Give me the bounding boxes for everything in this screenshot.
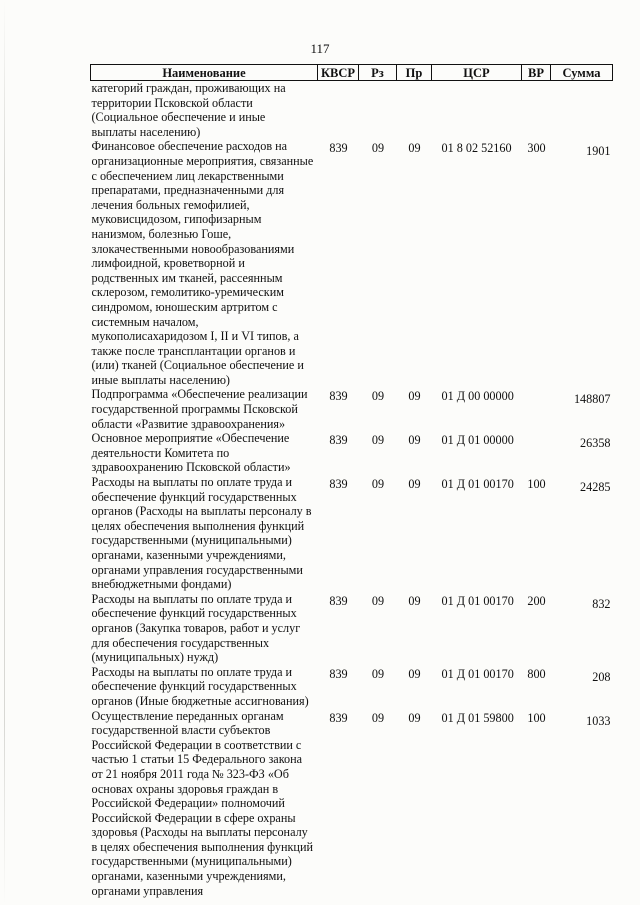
cell-pr: 09 xyxy=(408,666,421,681)
table-row xyxy=(91,475,613,592)
cell-csr: 01 Д 01 59800 xyxy=(441,710,514,725)
cell-kvsr: 839 xyxy=(329,710,348,725)
header-rz: Рз xyxy=(359,65,397,81)
table-row xyxy=(91,431,613,475)
cell-kvsr: 839 xyxy=(329,389,348,404)
table-row xyxy=(91,139,613,387)
cell-vr xyxy=(522,387,551,431)
table-header xyxy=(91,65,613,81)
cell-rz: 09 xyxy=(371,141,385,156)
cell-pr: 09 xyxy=(408,710,421,725)
cell-name: Финансовое обеспечение расходов на организационные мероприятия, связанные с обеспечением лиц лекарственными препаратами, предназначенными для лечения больных гемофилией, муковисцидозом, гипофизарным нанизмом, болезнью Гоше, злокачественными новообразованиями лимфоидной, кроветворной и родственных им тканей, рассеянным склерозом, гемолитико-уремическим синдромом, юношеским артритом с системным началом, мукополисахаридозом I, II и VI типов, а также после трансплантации органов и (или) тканей (Социальное обеспечение и иные выплаты населению) xyxy=(91,139,314,387)
cell-sum xyxy=(551,81,613,140)
cell-rz: 09 xyxy=(371,666,385,681)
cell-csr: 01 Д 01 00170 xyxy=(441,593,514,608)
header-name: Наименование xyxy=(91,65,318,81)
cell-name: Расходы на выплаты по оплате труда и обеспечение функций государственных органов (Иные бюджетные ассигнования) xyxy=(91,664,309,708)
cell-sum: 832 xyxy=(592,596,611,611)
cell-vr xyxy=(522,431,551,475)
cell-vr xyxy=(522,81,551,140)
table-row xyxy=(91,387,613,431)
cell-pr: 09 xyxy=(408,593,421,608)
header-sum: Сумма xyxy=(551,65,613,81)
cell-kvsr: 839 xyxy=(329,141,348,156)
cell-kvsr: 839 xyxy=(329,433,348,448)
cell-rz: 09 xyxy=(371,477,385,492)
cell-rz xyxy=(359,81,397,140)
cell-kvsr: 839 xyxy=(329,593,348,608)
cell-pr: 09 xyxy=(408,389,421,404)
cell-sum: 24285 xyxy=(580,480,611,495)
cell-vr: 100 xyxy=(527,477,546,492)
cell-rz: 09 xyxy=(371,389,385,404)
cell-csr: 01 Д 01 00170 xyxy=(441,666,514,681)
header-vr: ВР xyxy=(522,65,551,81)
header-pr: Пр xyxy=(397,65,432,81)
cell-csr: 01 Д 01 00000 xyxy=(441,433,514,448)
table-body xyxy=(91,81,613,899)
scan-edge xyxy=(4,0,5,905)
cell-sum: 208 xyxy=(592,669,611,684)
table-row xyxy=(91,81,613,140)
cell-csr xyxy=(432,81,522,140)
header-kvsr: КВСР xyxy=(318,65,359,81)
cell-name: Подпрограмма «Обеспечение реализации государственной программы Псковской области «Развитие здравоохранения» xyxy=(91,387,308,431)
cell-rz: 09 xyxy=(371,710,385,725)
cell-csr: 01 8 02 52160 xyxy=(441,141,512,156)
cell-vr: 200 xyxy=(527,593,546,608)
cell-sum: 26358 xyxy=(580,436,611,451)
cell-vr: 800 xyxy=(527,666,546,681)
table-row xyxy=(91,665,613,709)
cell-kvsr xyxy=(318,81,359,140)
budget-table xyxy=(90,64,613,898)
cell-name: Расходы на выплаты по оплате труда и обеспечение функций государственных органов (Закупка товаров, работ и услуг для обеспечения государственных (муниципальных) нужд) xyxy=(91,591,301,665)
page-number: 117 xyxy=(310,41,330,56)
cell-vr: 100 xyxy=(527,710,546,725)
cell-sum: 1033 xyxy=(586,713,611,728)
table-row xyxy=(91,709,613,899)
cell-kvsr: 839 xyxy=(329,666,348,681)
cell-pr: 09 xyxy=(408,477,421,492)
cell-name: Основное мероприятие «Обеспечение деятельности Комитета по здравоохранению Псковской области» xyxy=(91,431,291,475)
cell-pr: 09 xyxy=(408,141,421,156)
cell-vr: 300 xyxy=(527,141,546,156)
cell-name: категорий граждан, проживающих на территории Псковской области (Социальное обеспечение и иные выплаты населению) xyxy=(91,81,286,139)
cell-rz: 09 xyxy=(371,433,385,448)
cell-csr: 01 Д 01 00170 xyxy=(441,477,514,492)
cell-kvsr: 839 xyxy=(329,477,348,492)
table-row xyxy=(91,592,613,665)
cell-csr: 01 Д 00 00000 xyxy=(441,389,514,404)
cell-sum: 148807 xyxy=(573,392,611,407)
cell-sum: 1901 xyxy=(586,144,611,159)
header-row xyxy=(91,65,613,81)
cell-pr: 09 xyxy=(408,433,421,448)
cell-rz: 09 xyxy=(371,593,385,608)
header-csr: ЦСР xyxy=(432,65,522,81)
cell-name: Осуществление переданных органам государственной власти субъектов Российской Федерации в соответствии с частью 1 статьи 15 Федерального закона от 21 ноября 2011 года № 323-ФЗ «Об основах охраны здоровья граждан в Российской Федерации» полномочий Российской Федерации в сфере охраны здоровья (Расходы на выплаты персоналу в целях обеспечения выполнения функций государственными (муниципальными) органами, казенными учреждениями, органами управления xyxy=(91,708,313,898)
cell-pr xyxy=(397,81,432,140)
cell-name: Расходы на выплаты по оплате труда и обеспечение функций государственных органов (Расходы на выплаты персоналу в целях обеспечения выполнения функций государственными (муниципальными) органами, казенными учреждениями, органами управления государственными внебюджетными фондами) xyxy=(91,475,312,592)
